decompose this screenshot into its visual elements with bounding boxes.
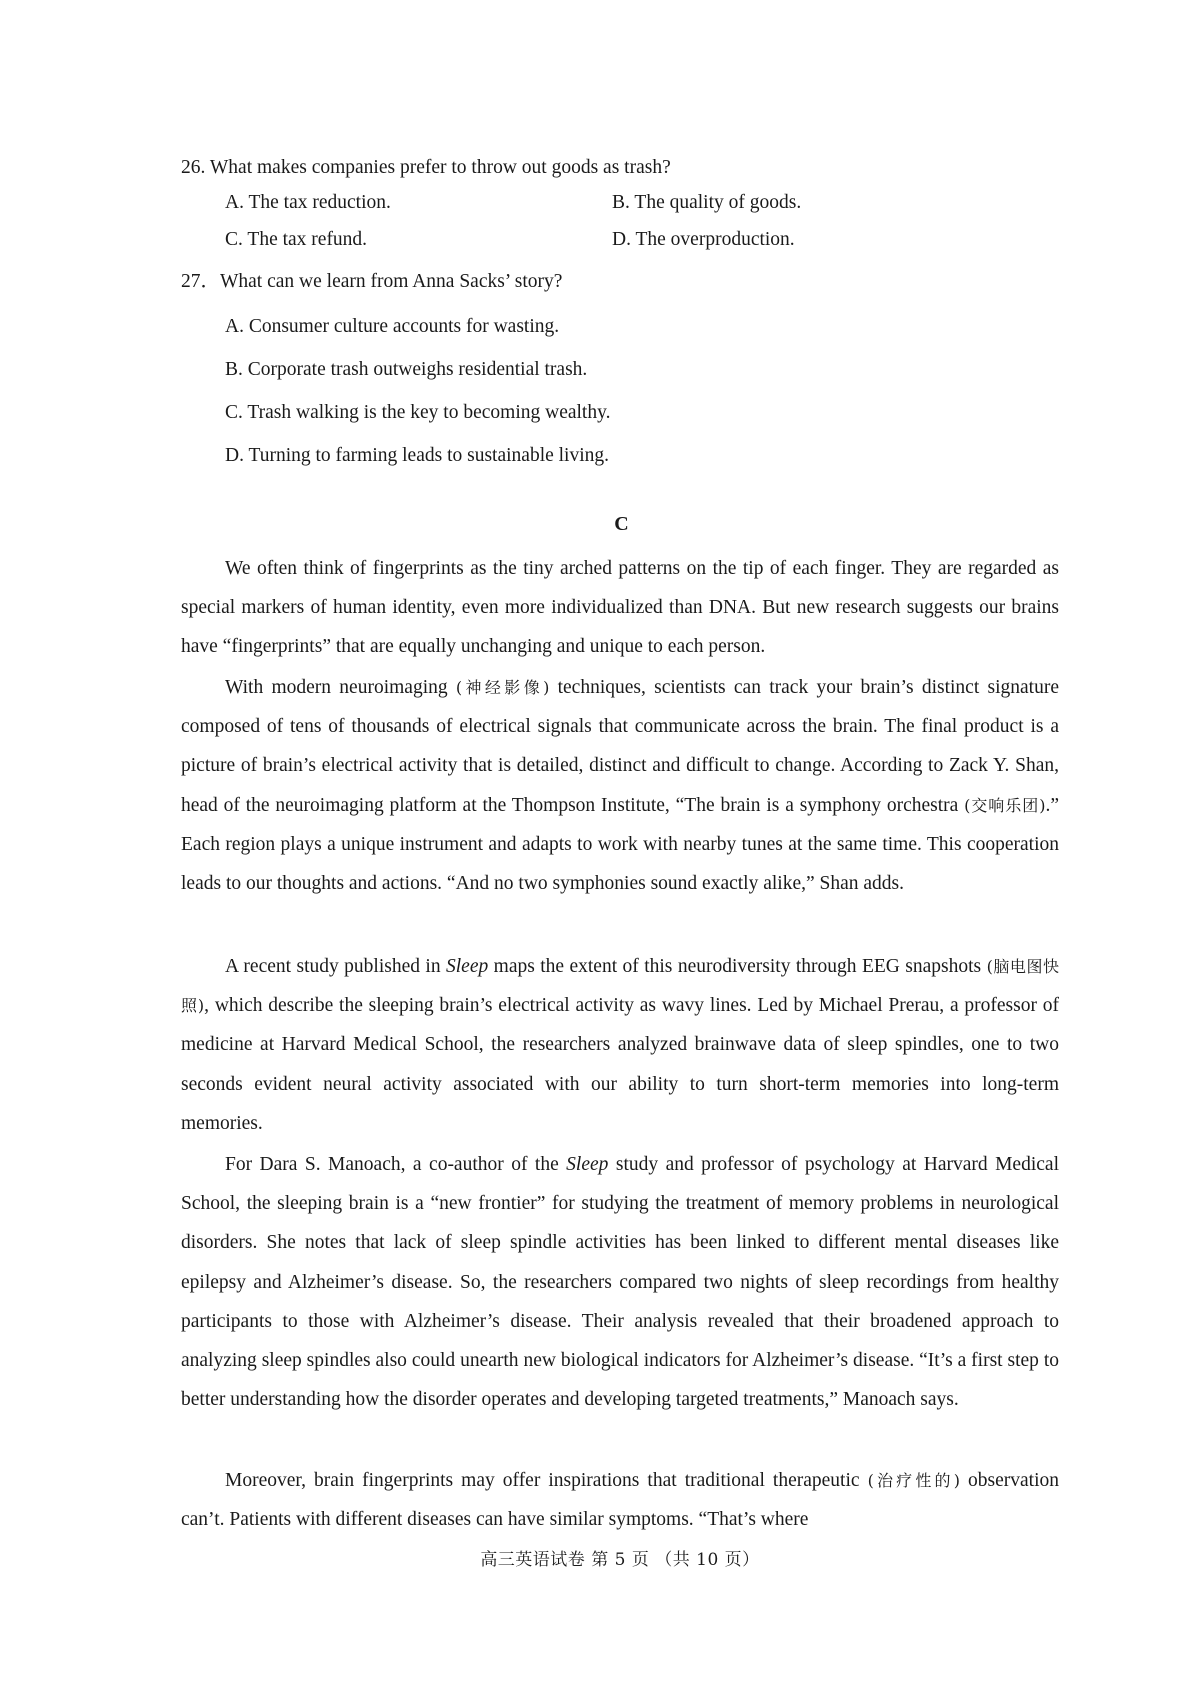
- p2-text-c: .” Each region plays a unique instrument and adapts to work with nearby tunes at the same time. This cooperation leads to our thoughts and actions. “And no two symphonies sound exactly alike,” Shan adds.: [181, 794, 1059, 895]
- q27-option-a: A. Consumer culture accounts for wasting.: [225, 316, 560, 337]
- q26-stem: 26. What makes companies prefer to throw out goods as trash?: [181, 157, 671, 178]
- p2-gloss-neuroimaging: (神经影像): [455, 678, 550, 697]
- section-heading: C: [614, 513, 629, 535]
- q27-option-d: D. Turning to farming leads to sustainable living.: [225, 445, 610, 466]
- q27-stem: 27．What can we learn from Anna Sacks’ story?: [181, 271, 563, 292]
- p4-text-a: For Dara S. Manoach, a co-author of the: [225, 1154, 567, 1175]
- q26-option-a: A. The tax reduction.: [225, 192, 391, 213]
- p5-text-a: Moreover, brain fingerprints may offer inspirations that traditional therapeutic: [225, 1470, 868, 1491]
- q27-option-b: B. Corporate trash outweighs residential trash.: [225, 359, 588, 380]
- p3-text-c: , which describe the sleeping brain’s electrical activity as wavy lines. Led by Michael Prerau, a professor of medicine at Harvard Medical School, the researchers analyzed brainwave data of sleep spindles, one to two seconds evident neural activity associated with our ability to turn short-term memories into long-term memories.: [181, 995, 1060, 1134]
- p4-journal-name: Sleep: [566, 1154, 609, 1175]
- paragraph-2: [181, 668, 1059, 903]
- p3-gloss-eeg: (脑电图快照): [181, 957, 1059, 1016]
- p2-text-a: With modern neuroimaging: [225, 677, 456, 698]
- page-footer: 高三英语试卷 第 5 页 （共 10 页）: [480, 1550, 760, 1570]
- paragraph-5: [181, 1461, 1059, 1539]
- q26-option-d: D. The overproduction.: [612, 229, 795, 250]
- p5-gloss-therapeutic: (治疗性的): [867, 1471, 960, 1490]
- p3-journal-name: Sleep: [446, 956, 489, 977]
- q26-option-c: C. The tax refund.: [225, 229, 368, 250]
- q27-option-c: C. Trash walking is the key to becoming wealthy.: [225, 402, 611, 423]
- p3-text-a: A recent study published in: [225, 956, 446, 977]
- paragraph-4: [181, 1145, 1059, 1419]
- p5-text-b: observation can’t. Patients with different diseases can have similar symptoms. “That’s where: [181, 1470, 1059, 1531]
- q26-option-b: B. The quality of goods.: [612, 192, 802, 213]
- p2-text-b: techniques, scientists can track your brain’s distinct signature composed of tens of thousands of electrical signals that communicate across the brain. The final product is a picture of brain’s electrical activity that is detailed, distinct and difficult to change. According to Zack Y. Shan, head of the neuroimaging platform at the Thompson Institute, “The brain is a symphony orchestra: [181, 677, 1059, 816]
- paragraph-3: [181, 947, 1059, 1143]
- p2-gloss-orchestra: (交响乐团): [964, 795, 1046, 815]
- p4-text-b: study and professor of psychology at Harvard Medical School, the sleeping brain is a “new frontier” for studying the treatment of memory problems in neurological disorders. She notes that lack of sleep spindle activities has been linked to different mental diseases like epilepsy and Alzheimer’s disease. So, the researchers compared two nights of sleep recordings from healthy participants to those with Alzheimer’s disease. Their analysis revealed that their broadened approach to analyzing sleep spindles also could unearth new biological indicators for Alzheimer’s disease. “It’s a first step to better understanding how the disorder operates and developing targeted treatments,” Manoach says.: [181, 1154, 1059, 1411]
- paragraph-1: We often think of fingerprints as the tiny arched patterns on the tip of each finger. They are regarded as special markers of human identity, even more individualized than DNA. But new research suggests our brains have “fingerprints” that are equally unchanging and unique to each person.: [181, 558, 1059, 658]
- p3-text-b: maps the extent of this neurodiversity through EEG snapshots: [488, 956, 987, 977]
